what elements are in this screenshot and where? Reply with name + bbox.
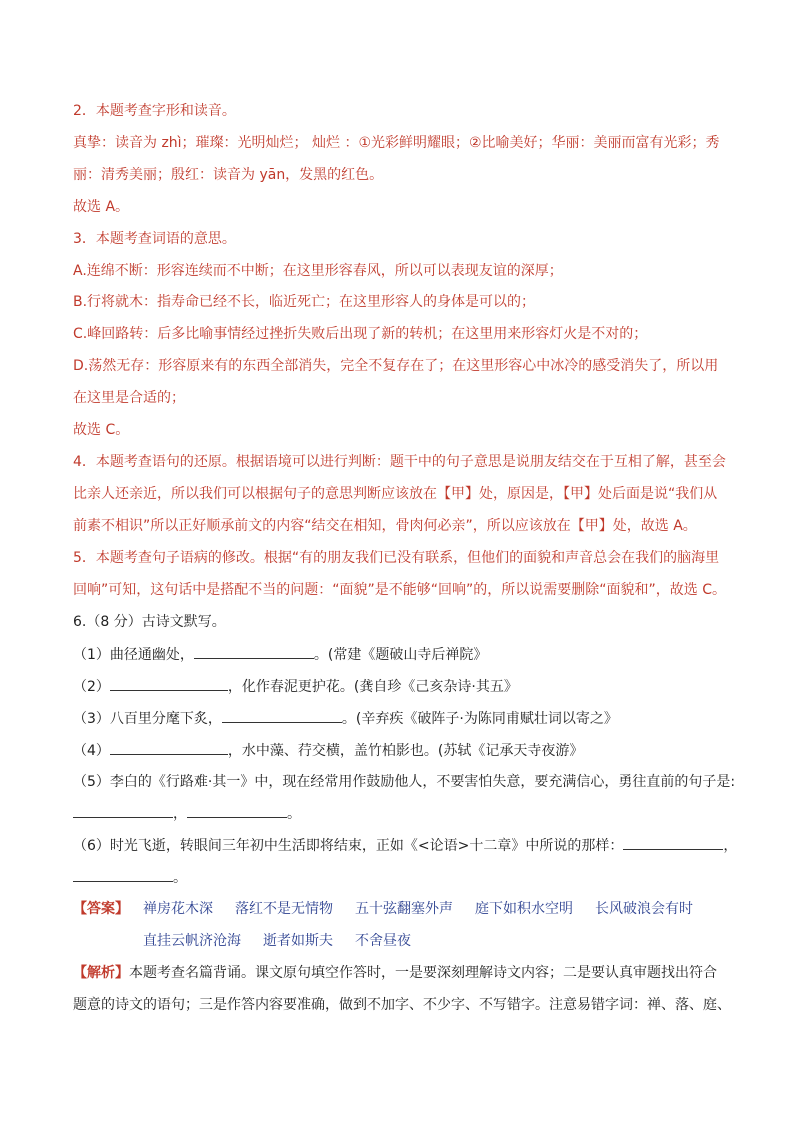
answer-item: 长风破浪会有时 (595, 901, 693, 917)
q6-item-6-line-2 (73, 867, 187, 888)
q6-item-3 (73, 708, 618, 729)
q6-item-4-blank[interactable] (110, 740, 228, 755)
answer-item: 落红不是无情物 (235, 901, 333, 917)
q3-heading: 3．本题考查词语的意思。 (73, 231, 236, 247)
q2-line-2: 丽：清秀美丽；殷红：读音为 yān，发黑的红色。 (73, 167, 384, 183)
analysis-line-2: 题意的诗文的语句；三是作答内容要准确，做到不加字、不少字、不写错字。注意易错字词：禅、落、庭、 (73, 997, 731, 1013)
q6-item-2 (73, 676, 518, 697)
q2-conclusion: 故选 A。 (73, 199, 130, 215)
q6-item-2-prefix: （2） (73, 679, 110, 695)
analysis-text-1: 本题考查名篇背诵。课文原句填空作答时，一是要深刻理解诗文内容；二是要认真审题找出符合 (129, 965, 717, 981)
q6-item-6-comma: ， (723, 838, 738, 854)
q6-item-4-prefix: （4） (73, 743, 110, 759)
q3-option-b: B.行将就木：指寿命已经不长，临近死亡；在这里形容人的身体是可以的； (73, 294, 536, 310)
q6-item-6-line-1 (73, 835, 737, 856)
q6-item-5-separator: ， (173, 806, 187, 822)
q6-heading: 6.（8 分）古诗文默写。 (73, 614, 226, 630)
q6-item-5-line-2 (73, 803, 301, 824)
q6-item-1-blank[interactable] (194, 644, 314, 659)
analysis-tag: 【解析】 (73, 965, 129, 981)
q5-line-1: 5．本题考查句子语病的修改。根据“有的朋友我们已没有联系，但他们的面貌和声音总会在我们的脑海里 (73, 550, 720, 566)
q2-line-1: 真挚：读音为 zhì；璀璨：光明灿烂； 灿烂 ：①光彩鲜明耀眼；②比喻美好；华丽：美丽而富有光彩；秀 (73, 135, 720, 151)
q2-heading: 2．本题考查字形和读音。 (73, 103, 236, 119)
q6-item-6-blank-1[interactable] (623, 835, 723, 850)
q3-option-d-line-1: D.荡然无存：形容原来有的东西全部消失，完全不复存在了；在这里形容心中冰冷的感受消失了，所以用 (73, 358, 719, 374)
answer-row-2 (143, 931, 433, 951)
q6-item-1-prefix: （1）曲径通幽处， (73, 647, 194, 663)
q3-option-a: A.连绵不断：形容连续而不中断；在这里形容春风，所以可以表现友谊的深厚； (73, 263, 563, 279)
q3-option-d-line-2: 在这里是合适的； (73, 390, 185, 406)
q6-item-1-suffix: 。(常建《题破山寺后禅院》 (313, 647, 488, 663)
q6-item-6-text: （6）时光飞逝，转眼间三年初中生活即将结束，正如《<论语>十二章》中所说的那样： (73, 838, 624, 854)
q6-item-1 (73, 644, 487, 665)
analysis-line-1 (73, 963, 717, 983)
q6-item-2-blank[interactable] (110, 676, 228, 691)
q6-item-4-suffix: ，水中藻、荇交横，盖竹柏影也。(苏轼《记承天寺夜游》 (227, 743, 584, 759)
q4-line-1: 4．本题考查语句的还原。根据语境可以进行判断：题干中的句子意思是说朋友结交在于互相了解，甚至会 (73, 454, 726, 470)
q6-item-5-line-1: （5）李白的《行路难·其一》中，现在经常用作鼓励他人，不要害怕失意，要充满信心，勇往直前的句子是: (73, 774, 736, 790)
q6-item-2-suffix: ，化作春泥更护花。(龚自珍《己亥杂诗·其五》 (227, 679, 518, 695)
q6-item-3-suffix: 。(辛弃疾《破阵子·为陈同甫赋壮词以寄之》 (341, 711, 618, 727)
q4-line-2: 比亲人还亲近，所以我们可以根据句子的意思判断应该放在【甲】处，原因是，【甲】处后面是说“我们从 (73, 486, 718, 502)
answer-item: 不舍昼夜 (355, 933, 411, 949)
q6-item-3-blank[interactable] (222, 708, 342, 723)
answer-item: 禅房花木深 (143, 901, 213, 917)
q6-item-5-blank-2[interactable] (187, 803, 287, 818)
q5-line-2: 回响”可知，这句话中是搭配不当的问题：“面貌”是不能够“回响”的，所以说需要删除“面貌和”，故选 C。 (73, 582, 726, 598)
answer-row-1 (73, 899, 715, 919)
q6-item-6-blank-2[interactable] (73, 867, 173, 882)
q3-conclusion: 故选 C。 (73, 422, 130, 438)
answer-item: 庭下如积水空明 (475, 901, 573, 917)
answer-item: 直挂云帆济沧海 (143, 933, 241, 949)
answer-tag: 【答案】 (73, 901, 129, 917)
answer-item: 五十弦翻塞外声 (355, 901, 453, 917)
q6-item-5-end: 。 (287, 806, 301, 822)
q6-item-6-end: 。 (173, 870, 187, 886)
q4-line-3: 前素不相识”所以正好顺承前文的内容“结交在相知，骨肉何必亲”，所以应该放在【甲】处，故选 A。 (73, 518, 697, 534)
q6-item-5-blank-1[interactable] (73, 803, 173, 818)
q3-option-c: C.峰回路转：后多比喻事情经过挫折失败后出现了新的转机；在这里用来形容灯火是不对的； (73, 326, 648, 342)
q6-item-4 (73, 740, 583, 761)
q6-item-3-prefix: （3）八百里分麾下炙， (73, 711, 222, 727)
answer-item: 逝者如斯夫 (263, 933, 333, 949)
